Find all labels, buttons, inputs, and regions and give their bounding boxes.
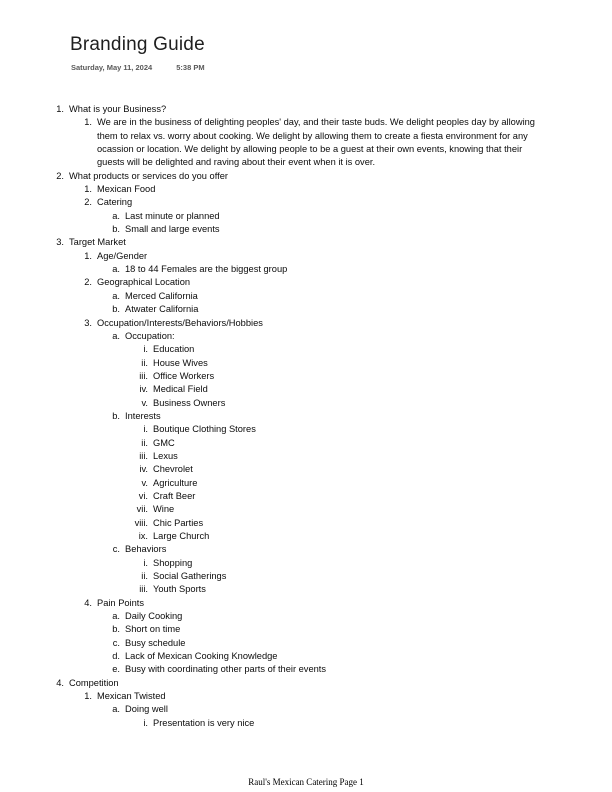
list-text: Target Market	[69, 237, 126, 248]
list-marker: 1.	[84, 250, 92, 261]
list-text: Business Owners	[153, 397, 226, 408]
list-marker: i.	[143, 344, 148, 355]
list-item	[104, 703, 545, 716]
list-marker: 2.	[56, 170, 64, 181]
list-marker: b.	[112, 304, 120, 315]
list-marker: iv.	[139, 384, 148, 395]
list-text: Merced California	[125, 290, 198, 301]
list-text: Boutique Clothing Stores	[153, 424, 256, 435]
list-marker: a.	[112, 330, 120, 341]
list-marker: 3.	[56, 237, 64, 248]
list-item	[104, 650, 545, 663]
list-text: Mexican Twisted	[97, 691, 166, 702]
list-item	[132, 570, 545, 583]
list-marker: e.	[112, 664, 120, 675]
list-item	[132, 383, 545, 396]
list-text: Interests	[125, 410, 161, 421]
list-item	[132, 517, 545, 530]
list-marker: c.	[112, 637, 120, 648]
list-marker: a.	[112, 210, 120, 221]
list-item	[104, 210, 545, 223]
list-text: Behaviors	[125, 544, 167, 555]
list-marker: iii.	[139, 584, 148, 595]
list-item	[76, 276, 545, 289]
list-marker: a.	[112, 290, 120, 301]
list-text: Geographical Location	[97, 277, 191, 288]
list-item	[132, 357, 545, 370]
list-item	[48, 170, 545, 183]
list-marker: viii.	[134, 517, 148, 528]
list-item	[76, 250, 545, 263]
list-text: Busy schedule	[125, 637, 186, 648]
list-item	[132, 343, 545, 356]
list-item	[104, 303, 545, 316]
list-text: Medical Field	[153, 384, 208, 395]
list-marker: iii.	[139, 370, 148, 381]
list-marker: ix.	[138, 531, 148, 541]
list-text: We are in the business of delighting peoples' day, and their taste buds. We delight peoples day by allowing them to relax vs. worry about cooking. We delight by allowing them to create a fiesta environment for any ocassion or location. We delight by allowing people to be a guest at their own events, knowing that their guests will be delighted and raving about their event when it is over.	[97, 117, 535, 168]
list-text: Social Gatherings	[153, 571, 227, 582]
list-item	[104, 223, 545, 236]
list-marker: i.	[143, 717, 148, 728]
list-text: Short on time	[125, 624, 181, 635]
list-marker: 1.	[84, 184, 92, 195]
list-text: GMC	[153, 437, 175, 448]
list-text: Mexican Food	[97, 184, 156, 195]
list-marker: vii.	[136, 504, 148, 515]
list-item	[104, 290, 545, 303]
list-text: House Wives	[153, 357, 208, 368]
list-text: Office Workers	[153, 370, 215, 381]
list-item	[104, 623, 545, 636]
list-text: Education	[153, 344, 195, 355]
list-marker: ii.	[141, 571, 148, 582]
list-text: Shopping	[153, 557, 193, 568]
list-item	[48, 236, 545, 249]
list-marker: 4.	[84, 597, 92, 608]
list-text: Lack of Mexican Cooking Knowledge	[125, 651, 278, 662]
list-item	[132, 717, 545, 730]
list-item	[76, 597, 545, 610]
list-marker: v.	[141, 397, 148, 408]
list-text: Atwater California	[125, 304, 199, 315]
list-text: What is your Business?	[69, 104, 167, 114]
list-text: Doing well	[125, 704, 168, 715]
list-text: Occupation/Interests/Behaviors/Hobbies	[97, 317, 263, 328]
list-item	[132, 503, 545, 516]
page-time: 5:38 PM	[176, 63, 205, 72]
list-item	[132, 397, 545, 410]
list-marker: 2.	[84, 277, 92, 288]
list-item	[104, 410, 545, 423]
list-marker: iii.	[139, 450, 148, 461]
list-text: Chic Parties	[153, 517, 204, 528]
list-item	[132, 370, 545, 383]
page-footer: Raul's Mexican Catering Page 1	[248, 777, 364, 787]
list-item	[132, 477, 545, 490]
list-marker: i.	[143, 557, 148, 568]
list-item	[132, 490, 545, 503]
list-item	[48, 103, 545, 116]
list-item	[48, 677, 545, 690]
list-item	[104, 637, 545, 650]
list-item	[132, 557, 545, 570]
list-item	[76, 196, 545, 209]
list-text: Presentation is very nice	[153, 717, 255, 728]
list-marker: 4.	[56, 677, 64, 688]
list-marker: 1.	[84, 691, 92, 702]
list-item	[76, 183, 545, 196]
list-item	[76, 317, 545, 330]
list-item	[104, 610, 545, 623]
list-marker: b.	[112, 224, 120, 235]
list-text: 18 to 44 Females are the biggest group	[125, 264, 288, 275]
list-marker: vi.	[138, 490, 148, 501]
list-marker: i.	[143, 424, 148, 435]
list-marker: 2.	[84, 197, 92, 208]
list-text: What products or services do you offer	[69, 170, 228, 181]
list-item	[104, 663, 545, 676]
list-marker: a.	[112, 264, 120, 275]
list-item	[132, 463, 545, 476]
list-item	[76, 690, 545, 703]
list-marker: v.	[141, 477, 148, 488]
list-item	[104, 263, 545, 276]
list-item	[132, 423, 545, 436]
page-title: Branding Guide	[70, 34, 205, 55]
list-text: Agriculture	[153, 477, 198, 488]
list-marker: 1.	[56, 104, 64, 114]
list-marker: a.	[112, 704, 120, 715]
outline-list	[0, 103, 545, 730]
list-marker: ii.	[141, 437, 148, 448]
list-item	[132, 530, 545, 543]
list-marker: d.	[112, 651, 120, 662]
list-text: Busy with coordinating other parts of their events	[125, 664, 327, 675]
page-date-line	[71, 63, 205, 72]
list-marker: c.	[112, 544, 120, 555]
list-item	[76, 116, 545, 169]
list-marker: b.	[112, 624, 120, 635]
list-item	[132, 450, 545, 463]
list-text: Small and large events	[125, 224, 220, 235]
list-text: Catering	[97, 197, 133, 208]
list-item	[132, 583, 545, 596]
list-text: Competition	[69, 677, 119, 688]
list-marker: 1.	[84, 117, 92, 128]
list-text: Daily Cooking	[125, 611, 183, 622]
list-marker: a.	[112, 611, 120, 622]
list-marker: 3.	[84, 317, 92, 328]
list-text: Lexus	[153, 450, 178, 461]
list-marker: b.	[112, 410, 120, 421]
list-marker: ii.	[141, 357, 148, 368]
list-item	[104, 330, 545, 343]
list-text: Craft Beer	[153, 490, 196, 501]
list-text: Chevrolet	[153, 464, 193, 475]
list-item	[104, 543, 545, 556]
page-date: Saturday, May 11, 2024	[71, 63, 153, 72]
list-text: Occupation:	[125, 330, 175, 341]
list-marker: iv.	[139, 464, 148, 475]
list-text: Last minute or planned	[125, 210, 220, 221]
list-text: Age/Gender	[97, 250, 148, 261]
list-text: Pain Points	[97, 597, 145, 608]
list-item	[132, 437, 545, 450]
list-text: Large Church	[153, 531, 210, 541]
list-text: Wine	[153, 504, 175, 515]
list-text: Youth Sports	[153, 584, 206, 595]
